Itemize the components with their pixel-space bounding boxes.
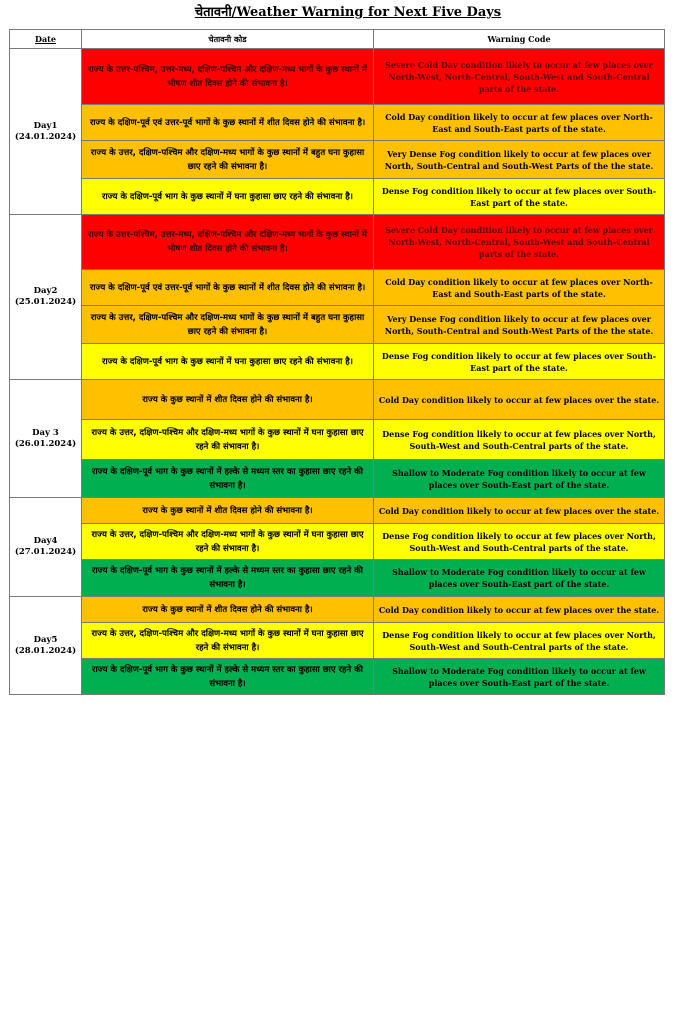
hindi-warning-cell: राज्य के उत्तर, दक्षिण-पश्चिम और दक्षिण-मध्य भागों के कुछ स्थानों में बहुत घना कुहासा छाए रहने की संभावना है। xyxy=(82,306,374,344)
hindi-warning-cell: राज्य के उत्तर-पश्चिम, उत्तर-मध्य, दक्षिण-पश्चिम और दक्षिण-मध्य भागों के कुछ स्थानों में भीषण शीत दिवस होने की संभावना है। xyxy=(82,49,374,105)
table-row xyxy=(10,215,665,270)
english-warning-cell: Cold Day condition likely to occur at few places over the state. xyxy=(374,498,665,524)
english-warning-cell: Dense Fog condition likely to occur at few places over North, South-West and South-Central parts of the state. xyxy=(374,524,665,560)
hindi-warning-cell: राज्य के उत्तर-पश्चिम, उत्तर-मध्य, दक्षिण-पश्चिम और दक्षिण-मध्य भागों के कुछ स्थानों में भीषण शीत दिवस होने की संभावना है। xyxy=(82,215,374,270)
hindi-warning-cell: राज्य के कुछ स्थानों में शीत दिवस होने की संभावना है। xyxy=(82,380,374,420)
hindi-warning-cell: राज्य के दक्षिण-पूर्व एवं उत्तर-पूर्व भागों के कुछ स्थानों में शीत दिवस होने की संभावना है। xyxy=(82,105,374,141)
day-label: Day5 xyxy=(33,634,58,645)
day-date: (27.01.2024) xyxy=(14,547,77,557)
table-row xyxy=(10,270,665,306)
hindi-warning-cell: राज्य के उत्तर, दक्षिण-पश्चिम और दक्षिण-मध्य भागों के कुछ स्थानों में बहुत घना कुहासा छाए रहने की संभावना है। xyxy=(82,141,374,179)
table-row xyxy=(10,306,665,344)
table-row xyxy=(10,597,665,623)
warning-table xyxy=(9,29,665,695)
table-header-row xyxy=(10,30,665,49)
english-warning-cell: Severe Cold Day condition likely to occur at few places over North-West, North-Central, South-West and South-Central parts of the state. xyxy=(374,215,665,270)
day-cell xyxy=(10,498,82,597)
table-row xyxy=(10,380,665,420)
english-warning-cell: Severe Cold Day condition likely to occur at few places over North-West, North-Central, South-West and South-Central parts of the state. xyxy=(374,49,665,105)
day-date: (26.01.2024) xyxy=(14,438,77,449)
day-date: (25.01.2024) xyxy=(14,297,77,307)
table-row xyxy=(10,344,665,380)
english-warning-cell: Shallow to Moderate Fog condition likely to occur at few places over South-East part of the state. xyxy=(374,659,665,695)
english-warning-cell: Cold Day condition likely to occur at few places over the state. xyxy=(374,597,665,623)
english-warning-column-header: Warning Code xyxy=(374,30,665,49)
hindi-warning-column-header: चेतावनी कोड xyxy=(82,30,374,49)
table-row xyxy=(10,179,665,215)
hindi-warning-cell: राज्य के उत्तर, दक्षिण-पश्चिम और दक्षिण-मध्य भागों के कुछ स्थानों में घना कुहासा छाए रहने की संभावना है। xyxy=(82,623,374,659)
day-label: Day2 xyxy=(33,286,58,296)
english-warning-cell: Very Dense Fog condition likely to occur at few places over North, South-Central and South-West Parts of the the state. xyxy=(374,141,665,179)
english-warning-cell: Cold Day condition likely to occur at few places over North-East and South-East parts of the state. xyxy=(374,105,665,141)
day-label: Day1 xyxy=(33,120,58,131)
table-row xyxy=(10,49,665,105)
day-date: (28.01.2024) xyxy=(14,645,77,656)
page-title: चेतावनी/Weather Warning for Next Five Days xyxy=(194,5,502,20)
day-cell xyxy=(10,49,82,215)
hindi-warning-cell: राज्य के कुछ स्थानों में शीत दिवस होने की संभावना है। xyxy=(82,498,374,524)
hindi-warning-cell: राज्य के दक्षिण-पूर्व एवं उत्तर-पूर्व भागों के कुछ स्थानों में शीत दिवस होने की संभावना है। xyxy=(82,270,374,306)
table-row xyxy=(10,498,665,524)
table-row xyxy=(10,524,665,560)
english-warning-cell: Shallow to Moderate Fog condition likely to occur at few places over South-East part of the state. xyxy=(374,460,665,498)
english-warning-cell: Cold Day condition likely to occur at few places over the state. xyxy=(374,380,665,420)
table-row xyxy=(10,420,665,460)
hindi-warning-cell: राज्य के दक्षिण-पूर्व भाग के कुछ स्थानों में हल्के से मध्यम स्तर का कुहासा छाए रहने की संभावना है। xyxy=(82,659,374,695)
table-row xyxy=(10,560,665,597)
table-row xyxy=(10,141,665,179)
day-label: Day4 xyxy=(33,536,58,546)
english-warning-cell: Dense Fog condition likely to occur at few places over North, South-West and South-Central parts of the state. xyxy=(374,420,665,460)
table-row xyxy=(10,105,665,141)
table-row xyxy=(10,659,665,695)
english-warning-cell: Very Dense Fog condition likely to occur at few places over North, South-Central and South-West Parts of the the state. xyxy=(374,306,665,344)
english-warning-cell: Cold Day condition likely to occur at few places over North-East and South-East parts of the state. xyxy=(374,270,665,306)
english-warning-cell: Dense Fog condition likely to occur at few places over North, South-West and South-Central parts of the state. xyxy=(374,623,665,659)
date-column-header: Date xyxy=(10,30,82,49)
hindi-warning-cell: राज्य के कुछ स्थानों में शीत दिवस होने की संभावना है। xyxy=(82,597,374,623)
table-row xyxy=(10,460,665,498)
hindi-warning-cell: राज्य के उत्तर, दक्षिण-पश्चिम और दक्षिण-मध्य भागों के कुछ स्थानों में घना कुहासा छाए रहने की संभावना है। xyxy=(82,524,374,560)
day-label: Day 3 xyxy=(32,427,59,438)
english-warning-cell: Shallow to Moderate Fog condition likely to occur at few places over South-East part of the state. xyxy=(374,560,665,597)
hindi-warning-cell: राज्य के दक्षिण-पूर्व भाग के कुछ स्थानों में हल्के से मध्यम स्तर का कुहासा छाए रहने की संभावना है। xyxy=(82,460,374,498)
table-row xyxy=(10,623,665,659)
hindi-warning-cell: राज्य के उत्तर, दक्षिण-पश्चिम और दक्षिण-मध्य भागों के कुछ स्थानों में घना कुहासा छाए रहने की संभावना है। xyxy=(82,420,374,460)
day-cell xyxy=(10,215,82,380)
hindi-warning-cell: राज्य के दक्षिण-पूर्व भाग के कुछ स्थानों में घना कुहासा छाए रहने की संभावना है। xyxy=(82,344,374,380)
hindi-warning-cell: राज्य के दक्षिण-पूर्व भाग के कुछ स्थानों में हल्के से मध्यम स्तर का कुहासा छाए रहने की संभावना है। xyxy=(82,560,374,597)
day-date: (24.01.2024) xyxy=(14,131,77,142)
day-cell xyxy=(10,380,82,498)
english-warning-cell: Dense Fog condition likely to occur at few places over South-East part of the state. xyxy=(374,344,665,380)
day-cell xyxy=(10,597,82,695)
english-warning-cell: Dense Fog condition likely to occur at few places over South-East part of the state. xyxy=(374,179,665,215)
hindi-warning-cell: राज्य के दक्षिण-पूर्व भाग के कुछ स्थानों में घना कुहासा छाए रहने की संभावना है। xyxy=(82,179,374,215)
